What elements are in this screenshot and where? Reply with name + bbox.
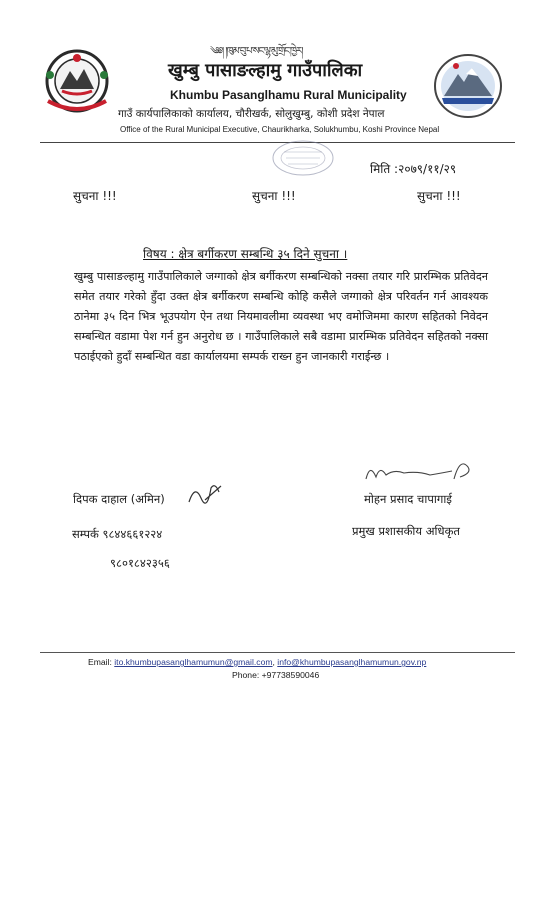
surveyor-name: दिपक दाहाल (अमिन) [73, 492, 165, 506]
office-stamp-icon [268, 140, 338, 180]
notice-subject: विषय : क्षेत्र बर्गीकरण सम्बन्धि ३५ दिने सुचना । [143, 247, 348, 261]
officer-signature-icon [360, 453, 478, 487]
surveyor-signature-icon [185, 480, 225, 508]
office-address-english: Office of the Rural Municipal Executive, Chaurikharka, Solukhumbu, Koshi Province Nepal [120, 125, 440, 134]
document-date: मिति :२०७९/११/२९ [370, 162, 457, 176]
municipality-title-english: Khumbu Pasanglhamu Rural Municipality [170, 88, 407, 102]
notice-label-right: सुचना !!! [417, 189, 461, 203]
officer-title: प्रमुख प्रशासकीय अधिकृत [352, 524, 460, 538]
municipality-title-nepali: खुम्बु पासाङल्हामु गाउँपालिका [168, 60, 363, 81]
email-separator: , [272, 657, 278, 667]
tibetan-script-line: ༄༅། །ཁུམ་བུ་པ་སང་ལྷ་མུ་གྲོང་ཁྱེར། [210, 46, 303, 57]
footer-divider [40, 652, 515, 653]
email-link-secondary[interactable]: info@khumbupasanglhamumun.gov.np [277, 657, 427, 667]
footer-phone: Phone: +97738590046 [232, 670, 320, 680]
notice-body: खुम्बु पासाङल्हामु गाउँपालिकाले जग्गाको क्षेत्र बर्गीकरण सम्बन्धिको नक्सा तयार गरि प्रारम्भिक प्रतिवेदन समेत तयार गरेको हुँदा उक्त क्षेत्र बर्गीकरण सम्बन्धि कोहि कसैले जग्गाको क्षेत्र परिवर्तन गर्न आवश्यक ठानेमा ३५ दिन भित्र भूउपयोग ऐन तथा नियमावलीमा व्यवस्था भए वमोजिममा कारण सहितको निवेदन सम्बन्धित वडामा पेश गर्न हुन अनुरोध छ । गाउँपालिकाले सबै वडामा प्रारम्भिक प्रतिवेदन सहितको नक्सा पठाईएको हुदाँ सम्बन्धित वडा कार्यालयमा सम्पर्क राख्न हुन जानकारी गराईन्छ । [74, 270, 488, 363]
contact-number-primary: सम्पर्क ९८४४६६१२२४ [72, 527, 163, 541]
notice-label-center: सुचना !!! [252, 189, 296, 203]
contact-number-secondary: ९८०१८४२३५६ [110, 556, 170, 570]
municipality-logo-icon [432, 52, 504, 120]
nepal-emblem-icon [40, 45, 114, 117]
email-label: Email: [88, 657, 115, 667]
notice-label-left: सुचना !!! [73, 189, 117, 203]
office-address-nepali: गाउँ कार्यपालिकाको कार्यालय, चौरीखर्क, सोलुखुम्बु, कोशी प्रदेश नेपाल [118, 108, 385, 120]
footer-email-line [88, 657, 426, 667]
email-link-primary[interactable]: ito.khumbupasanglhamumun@gmail.com [114, 657, 273, 667]
officer-name: मोहन प्रसाद चापागाई [364, 492, 452, 506]
